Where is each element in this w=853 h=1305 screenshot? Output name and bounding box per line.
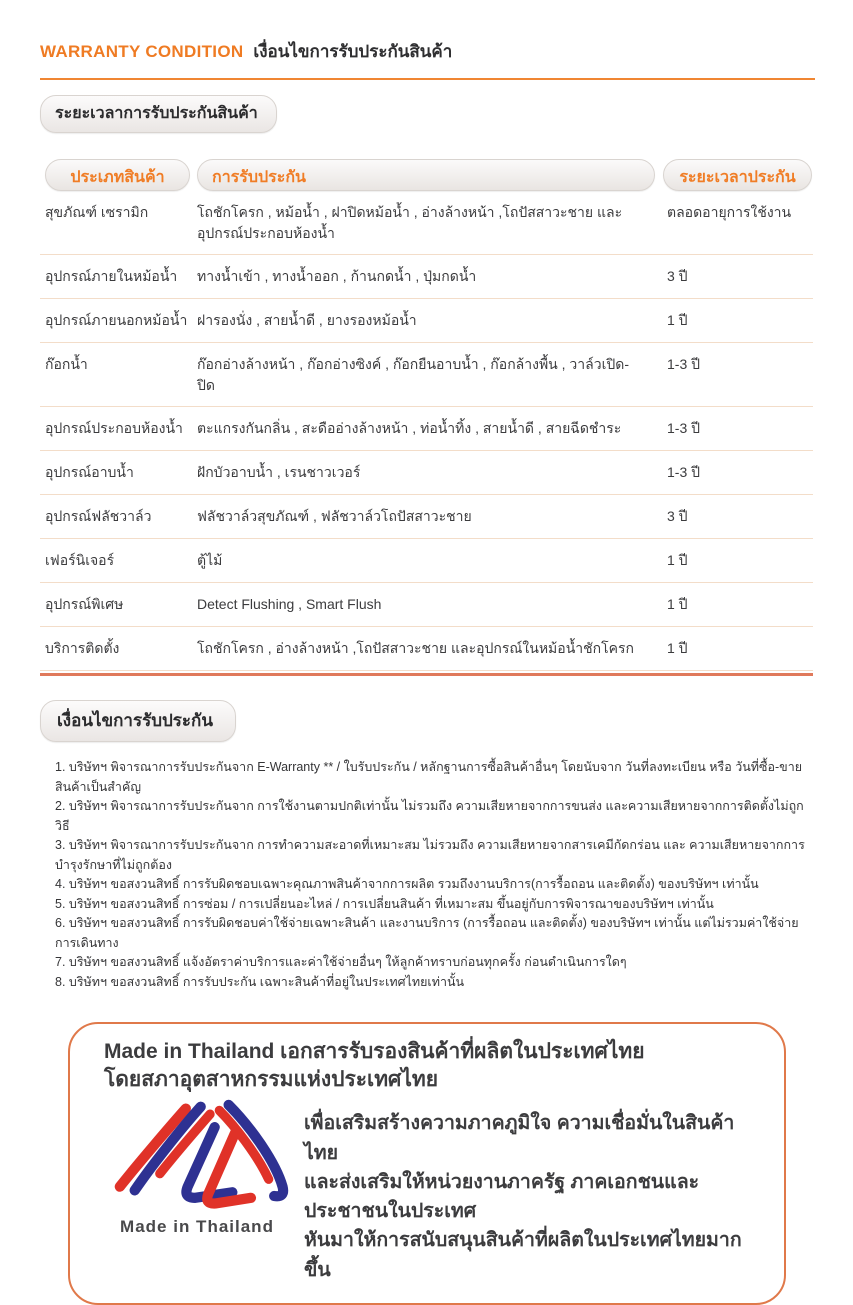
cell-period: 1-3 ปี [667,464,701,480]
conditions-list [55,758,813,992]
warranty-table [40,159,813,676]
cell-coverage: ก๊อกอ่างล้างหน้า , ก๊อกอ่างซิงค์ , ก๊อกยืนอาบน้ำ , ก๊อกล้างพื้น , วาล์วเปิด-ปิด [197,356,629,393]
cell-coverage: ฝักบัวอาบน้ำ , เรนชาวเวอร์ [197,464,361,480]
cell-period: 3 ปี [667,268,688,284]
cell-product-type: สุขภัณฑ์ เซรามิก [45,204,149,220]
page-title-thai: เงื่อนไขการรับประกันสินค้า [253,42,453,61]
table-row [40,299,813,343]
cell-product-type: เฟอร์นิเจอร์ [45,552,115,568]
table-row [40,255,813,299]
column-header-product-type: ประเภทสินค้า [45,159,190,191]
table-row [40,627,813,671]
cell-period: 1 ปี [667,640,688,656]
cell-product-type: ก๊อกน้ำ [45,356,88,372]
cell-product-type: บริการติดตั้ง [45,640,120,656]
mit-title-line1: Made in Thailand เอกสารรับรองสินค้าที่ผลิตในประเทศไทย [104,1040,645,1063]
column-header-coverage: การรับประกัน [197,159,655,191]
header-divider [40,78,815,80]
section-conditions-title: เงื่อนไขการรับประกัน [40,700,236,742]
cell-coverage: ฝารองนั่ง , สายน้ำดี , ยางรองหม้อน้ำ [197,312,417,328]
cell-coverage: โถชักโครก , หม้อน้ำ , ฝาปิดหม้อน้ำ , อ่างล้างหน้า ,โถปัสสาวะชาย และ อุปกรณ์ประกอบห้องน้ำ [197,204,623,241]
warranty-table-header [40,159,813,191]
table-row [40,407,813,451]
condition-item: 2. บริษัทฯ พิจารณาการรับประกันจาก การใช้งานตามปกติเท่านั้น ไม่รวมถึง ความเสียหายจากการขนส่ง และความเสียหายจากการติดตั้งไม่ถูกวิธี [55,799,804,833]
cell-period: 1 ปี [667,596,688,612]
page-title-english: WARRANTY CONDITION [40,42,244,61]
table-row [40,583,813,627]
table-bottom-divider [40,673,813,676]
table-row [40,191,813,255]
mit-description [304,1109,760,1285]
mit-description-line2: และส่งเสริมให้หน่วยงานภาครัฐ ภาคเอกชนและประชาชนในประเทศ [304,1170,700,1223]
cell-coverage: Detect Flushing , Smart Flush [197,596,382,612]
condition-item: 4. บริษัทฯ ขอสงวนสิทธิ์ การรับผิดชอบเฉพาะคุณภาพสินค้าจากการผลิต รวมถึงงานบริการ(การรื้อถอน และติดตั้ง) ของบริษัทฯ เท่านั้น [55,877,759,891]
page-title [40,38,813,65]
cell-product-type: อุปกรณ์อาบน้ำ [45,464,134,480]
cell-product-type: อุปกรณ์ฟลัชวาล์ว [45,508,152,524]
cell-period: 1-3 ปี [667,356,701,372]
condition-item: 1. บริษัทฯ พิจารณาการรับประกันจาก E-Warranty ** / ใบรับประกัน / หลักฐานการซื้อสินค้าอื่นๆ โดยนับจาก วันที่ลงทะเบียน หรือ วันที่ซื้อ-ขายสินค้าเป็นสำคัญ [55,760,803,794]
cell-period: 1 ปี [667,312,688,328]
condition-item: 6. บริษัทฯ ขอสงวนสิทธิ์ การรับผิดชอบค่าใช้จ่ายเฉพาะสินค้า และงานบริการ (การรื้อถอน และติดตั้ง) ของบริษัทฯ เท่านั้น แต่ไม่รวมค่าใช้จ่ายการเดินทาง [55,916,799,950]
cell-period: ตลอดอายุการใช้งาน [667,204,792,220]
condition-item: 7. บริษัทฯ ขอสงวนสิทธิ์ แจ้งอัตราค่าบริการและค่าใช้จ่ายอื่นๆ ให้ลูกค้าทราบก่อนทุกครั้ง ก่อนดำเนินการใดๆ [55,955,627,969]
cell-product-type: อุปกรณ์ประกอบห้องน้ำ [45,420,183,436]
cell-product-type: อุปกรณ์ภายในหม้อน้ำ [45,268,178,284]
made-in-thailand-box [68,1022,786,1305]
cell-period: 1 ปี [667,552,688,568]
table-row [40,495,813,539]
mit-content-row [104,1097,760,1285]
mit-logo-caption: Made in Thailand [120,1217,274,1237]
table-row [40,343,813,407]
cell-coverage: ฟลัชวาล์วสุขภัณฑ์ , ฟลัชวาล์วโถปัสสาวะชาย [197,508,472,524]
table-row [40,451,813,495]
cell-product-type: อุปกรณ์พิเศษ [45,596,124,612]
cell-period: 1-3 ปี [667,420,701,436]
cell-coverage: ทางน้ำเข้า , ทางน้ำออก , ก้านกดน้ำ , ปุ่มกดน้ำ [197,268,477,284]
cell-coverage: ตู้ไม้ [197,552,223,568]
condition-item: 3. บริษัทฯ พิจารณาการรับประกันจาก การทำความสะอาดที่เหมาะสม ไม่รวมถึง ความเสียหายจากสารเคมีกัดกร่อน และ ความเสียหายจากการบำรุงรักษาที่ไม่ถูกต้อง [55,838,805,872]
mit-description-line1: เพื่อเสริมสร้างความภาคภูมิใจ ความเชื่อมั่นในสินค้าไทย [304,1112,735,1164]
cell-coverage: โถชักโครก , อ่างล้างหน้า ,โถปัสสาวะชาย และอุปกรณ์ในหม้อน้ำชักโครก [197,640,634,656]
made-in-thailand-logo [104,1097,290,1237]
condition-item: 5. บริษัทฯ ขอสงวนสิทธิ์ การซ่อม / การเปลี่ยนอะไหล่ / การเปลี่ยนสินค้า ที่เหมาะสม ขึ้นอยู่กับการพิจารณาของบริษัทฯ เท่านั้น [55,896,714,911]
mit-title-line2: โดยสภาอุตสาหกรรมแห่งประเทศไทย [104,1067,439,1091]
cell-period: 3 ปี [667,508,688,524]
cell-product-type: อุปกรณ์ภายนอกหม้อน้ำ [45,312,188,328]
condition-item: 8. บริษัทฯ ขอสงวนสิทธิ์ การรับประกัน เฉพาะสินค้าที่อยู่ในประเทศไทยเท่านั้น [55,974,465,989]
mit-title [104,1038,760,1093]
section-warranty-period-title: ระยะเวลาการรับประกันสินค้า [40,95,277,133]
mit-description-line3: หันมาให้การสนับสนุนสินค้าที่ผลิตในประเทศไทยมากขึ้น [304,1229,742,1281]
cell-coverage: ตะแกรงกันกลิ่น , สะดืออ่างล้างหน้า , ท่อน้ำทิ้ง , สายน้ำดี , สายฉีดชำระ [197,420,622,436]
table-row [40,539,813,583]
column-header-period: ระยะเวลาประกัน [663,159,812,191]
mit-logo-graphic [104,1097,290,1215]
